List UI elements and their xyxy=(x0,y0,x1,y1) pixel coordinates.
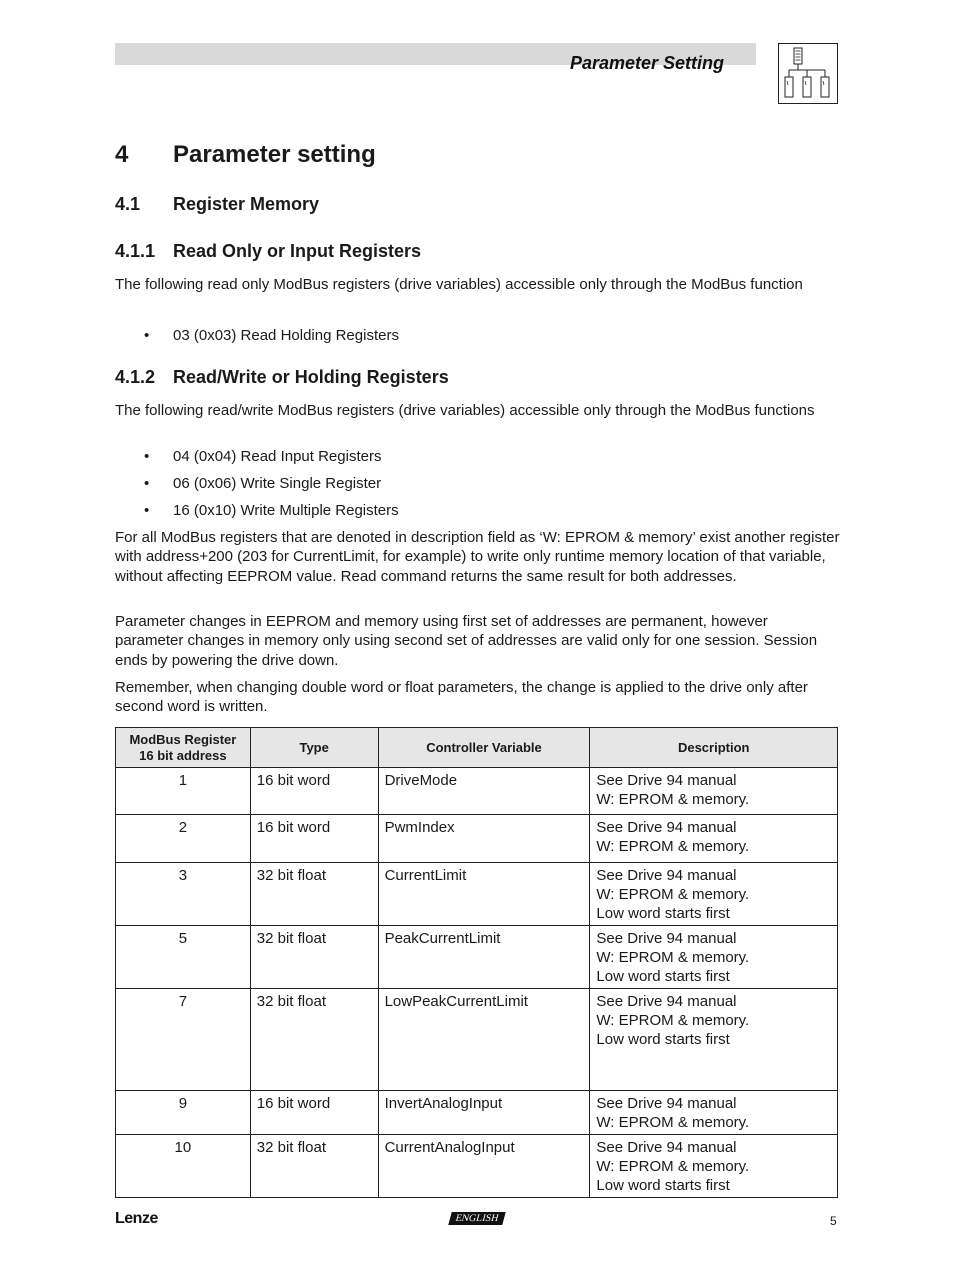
description-cell: See Drive 94 manual W: EPROM & memory. xyxy=(590,1091,838,1135)
bullet-icon: • xyxy=(144,475,150,492)
list-item-text: 06 (0x06) Write Single Register xyxy=(173,475,382,492)
table-row xyxy=(116,863,838,926)
subsection-heading-read-only xyxy=(115,241,421,262)
list-item xyxy=(144,474,381,493)
session-note-paragraph: Parameter changes in EEPROM and memory using first set of addresses are permanent, however parameter changes in memory only using second set of addresses are valid only for one session. Session ends by powering the drive down. xyxy=(115,613,818,669)
description-cell: See Drive 94 manual W: EPROM & memory. Low word starts first xyxy=(590,989,838,1091)
table-row xyxy=(116,815,838,863)
register-cell: 3 xyxy=(116,863,251,926)
network-topology-icon xyxy=(778,43,838,104)
variable-cell: LowPeakCurrentLimit xyxy=(378,989,590,1091)
language-badge: ENGLISH xyxy=(448,1212,505,1225)
variable-cell: CurrentAnalogInput xyxy=(378,1135,590,1198)
type-cell: 32 bit float xyxy=(250,989,378,1091)
type-cell: 32 bit float xyxy=(250,863,378,926)
column-header-description: Description xyxy=(590,728,838,768)
header-title: Parameter Setting xyxy=(569,53,724,73)
variable-cell: PeakCurrentLimit xyxy=(378,926,590,989)
register-cell: 10 xyxy=(116,1135,251,1198)
register-cell: 5 xyxy=(116,926,251,989)
description-cell: See Drive 94 manual W: EPROM & memory. Low word starts first xyxy=(590,1135,838,1198)
description-cell: See Drive 94 manual W: EPROM & memory. Low word starts first xyxy=(590,863,838,926)
list-item xyxy=(144,447,381,466)
list-item-text: 03 (0x03) Read Holding Registers xyxy=(173,327,399,344)
register-cell: 7 xyxy=(116,989,251,1091)
variable-cell: DriveMode xyxy=(378,768,590,815)
register-table xyxy=(115,727,838,1198)
subsection-number: 4.1.2 xyxy=(115,367,156,387)
variable-cell: CurrentLimit xyxy=(378,863,590,926)
bullet-icon: • xyxy=(144,502,150,519)
list-item-text: 04 (0x04) Read Input Registers xyxy=(173,448,382,465)
type-cell: 32 bit float xyxy=(250,926,378,989)
bullet-icon: • xyxy=(144,448,150,465)
list-item xyxy=(144,501,399,520)
subsection-heading-read-write xyxy=(115,367,449,388)
variable-cell: PwmIndex xyxy=(378,815,590,863)
subsection-title: Read Only or Input Registers xyxy=(173,241,422,261)
description-cell: See Drive 94 manual W: EPROM & memory. xyxy=(590,815,838,863)
table-row xyxy=(116,926,838,989)
table-row xyxy=(116,1091,838,1135)
read-write-intro: The following read/write ModBus registers (drive variables) accessible only through the ModBus functions xyxy=(115,402,815,419)
list-item-text: 16 (0x10) Write Multiple Registers xyxy=(173,502,399,519)
table-row xyxy=(116,989,838,1091)
eprom-note-paragraph: For all ModBus registers that are denoted in description field as ‘W: EPROM & memory’ exist another register with address+200 (203 for CurrentLimit, for example) to write only runtime memory location of that variable, without affecting EEPROM value. Read command returns the same result for both addresses. xyxy=(115,529,840,585)
bullet-icon: • xyxy=(144,327,150,344)
register-cell: 1 xyxy=(116,768,251,815)
type-cell: 16 bit word xyxy=(250,768,378,815)
description-cell: See Drive 94 manual W: EPROM & memory. xyxy=(590,768,838,815)
double-word-note-paragraph: Remember, when changing double word or float parameters, the change is applied to the drive only after second word is written. xyxy=(115,679,808,716)
section-heading xyxy=(115,194,319,215)
page-number: 5 xyxy=(830,1214,837,1228)
column-header-register: ModBus Register 16 bit address xyxy=(116,728,251,768)
variable-cell: InvertAnalogInput xyxy=(378,1091,590,1135)
description-cell: See Drive 94 manual W: EPROM & memory. Low word starts first xyxy=(590,926,838,989)
table-row xyxy=(116,768,838,815)
chapter-title: Parameter setting xyxy=(173,141,376,168)
chapter-number: 4 xyxy=(115,141,129,168)
subsection-title: Read/Write or Holding Registers xyxy=(173,367,449,387)
section-number: 4.1 xyxy=(115,194,141,214)
subsection-number: 4.1.1 xyxy=(115,241,156,261)
column-header-variable: Controller Variable xyxy=(378,728,590,768)
type-cell: 16 bit word xyxy=(250,815,378,863)
chapter-heading xyxy=(115,141,376,169)
type-cell: 32 bit float xyxy=(250,1135,378,1198)
type-cell: 16 bit word xyxy=(250,1091,378,1135)
register-cell: 9 xyxy=(116,1091,251,1135)
section-title: Register Memory xyxy=(173,194,320,214)
register-cell: 2 xyxy=(116,815,251,863)
table-row xyxy=(116,1135,838,1198)
column-header-type: Type xyxy=(250,728,378,768)
list-item xyxy=(144,326,399,345)
read-only-intro: The following read only ModBus registers (drive variables) accessible only through the ModBus function xyxy=(115,276,803,293)
table-header-row xyxy=(116,728,838,768)
lenze-logo: Lenze xyxy=(115,1210,158,1227)
